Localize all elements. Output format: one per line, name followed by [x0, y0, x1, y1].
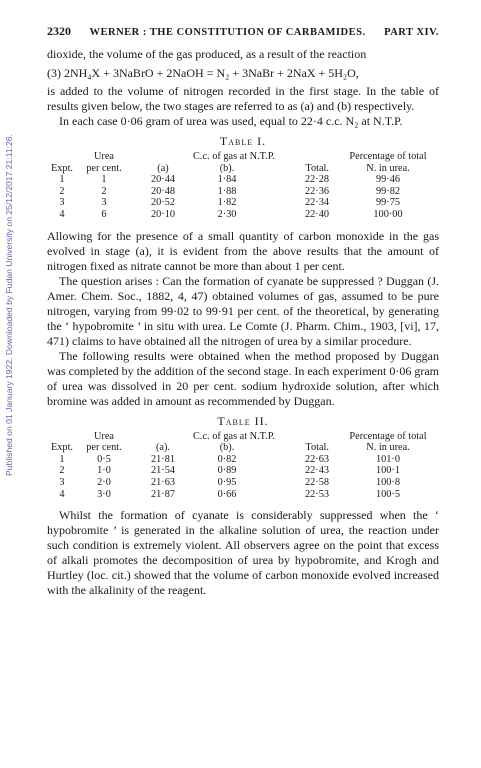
paragraph-method: The following results were obtained when the method proposed by Duggan was completed by the addition of the second stage. In each experiment 0·06 gram of urea was dissolved in 20 per cent. sodium hydroxide solution, after which bromine was added in amount as recommended by Duggan. [47, 348, 439, 408]
table-cell: 1·0 [97, 465, 111, 477]
table-header-cell: (b). [219, 162, 235, 174]
download-watermark-text: Published on 01 January 1922. Downloaded by Fudan University on 25/12/2017 21:11:26. [4, 134, 14, 476]
journal-page [47, 24, 439, 598]
table-header-cell: per cent. [86, 442, 122, 454]
table-cell: 2 [59, 465, 65, 477]
table-row [47, 477, 439, 489]
table-cell: 1·82 [217, 197, 237, 209]
paragraph-carbon-monoxide: Allowing for the presence of a small quantity of carbon monoxide in the gas evolved in stage (a), it is evident from the above results that the amount of nitrogen fixed as nitrate cannot be more than about 1 per cent. [47, 228, 439, 273]
page-number: 2320 [47, 24, 71, 38]
table-cell: 2·30 [217, 208, 237, 220]
table-2-title: Table II. [217, 413, 269, 428]
table-header-cell: C.c. of gas at N.T.P. [193, 151, 275, 162]
table-header-cell: Percentage of total [349, 151, 427, 162]
table-header-cell: (a) [157, 162, 169, 174]
table-cell: 20·10 [150, 208, 176, 220]
table-cell: 0·66 [217, 488, 237, 500]
table-cell: 1 [59, 453, 65, 465]
table-cell: 100·1 [375, 465, 401, 477]
table-cell: 22·28 [304, 174, 329, 186]
table-cell: 100·8 [375, 476, 401, 488]
part-label: PART XIV. [384, 27, 439, 38]
table-cell: 20·48 [150, 185, 176, 197]
table-cell: 21·63 [150, 476, 176, 488]
table-cell: 2 [59, 185, 65, 197]
table-header-row [47, 431, 439, 443]
table-cell: 99·82 [375, 185, 401, 197]
table-row [47, 209, 439, 221]
table-row [47, 174, 439, 186]
spacer [47, 500, 439, 508]
table-cell: 22·40 [304, 208, 329, 220]
table-cell: 6 [101, 208, 107, 220]
table-cell: 1·84 [217, 174, 237, 186]
paragraph-duggan: The question arises : Can the formation of cyanate be suppressed ? Duggan (J. Amer. Chem. Soc., 1882, 4, 47) obtained volumes of gas, assumed to be pure nitrogen, varying from 99·02 to 99·91 per cent. of the theoretical, by generating the ‘ hypobromite ’ in situ with urea. Le Comte (J. Pharm. Chim., 1903, [vi], 17, 471) claims to have obtained all the nitrogen of urea by a similar procedure. [47, 273, 439, 348]
table-header-cell: C.c. of gas at N.T.P. [193, 430, 275, 442]
table-header-cell: Expt. [50, 442, 74, 454]
table-cell: 3 [59, 197, 65, 209]
table-header-cell: (b). [219, 442, 235, 454]
table-cell: 21·81 [150, 453, 176, 465]
table-cell: 0·95 [217, 476, 237, 488]
table-header-cell: N. in urea. [366, 442, 410, 454]
table-cell: 22·36 [304, 185, 329, 197]
table-cell: 21·87 [150, 488, 176, 500]
table-2 [47, 431, 439, 501]
spacer [47, 221, 439, 229]
table-header-cell [47, 431, 77, 443]
table-header-cell: (a). [155, 442, 170, 454]
paragraph-urea-amount: In each case 0·06 gram of urea was used, equal to 22·4 c.c. N₂ at N.T.P. [59, 114, 403, 128]
table-header-cell: Percentage of total [349, 430, 427, 442]
table-cell: 21·54 [150, 465, 176, 477]
table-header-row [47, 163, 439, 175]
table-header-cell: per cent. [86, 162, 122, 174]
table-header-row [47, 442, 439, 454]
download-watermark [2, 95, 16, 515]
table-cell: 20·44 [150, 174, 176, 186]
table-header-cell: Urea [93, 151, 114, 162]
table-header-cell: Urea [93, 430, 114, 442]
table-cell: 2 [101, 185, 107, 197]
table-cell: 3·0 [97, 488, 111, 500]
running-head [47, 24, 439, 40]
table-header-row [47, 151, 439, 163]
table-cell: 1·88 [217, 185, 237, 197]
table-cell: 100·00 [373, 208, 403, 220]
table-1 [47, 151, 439, 221]
table-cell: 100·5 [375, 488, 401, 500]
table-cell: 22·43 [304, 465, 329, 477]
table-cell: 4 [59, 208, 65, 220]
running-title: WERNER : THE CONSTITUTION OF CARBAMIDES. [89, 27, 366, 38]
paragraph-intro: dioxide, the volume of the gas produced, as a result of the reaction [47, 47, 367, 61]
table-cell: 1 [59, 174, 65, 186]
table-header-cell [47, 151, 77, 163]
table-header-cell: Total. [305, 442, 329, 454]
table-header-cell: N. in urea. [366, 162, 410, 174]
paragraph-conclusion: Whilst the formation of cyanate is considerably suppressed when the ‘ hypobromite ’ is generated in the alkaline solution of urea, the reaction under such condition is extremely violent. All observers agree on the point that excess of alkali promotes the decomposition of urea by hypobromite, and Krogh and Hurtley (loc. cit.) showed that the volume of carbon monoxide evolved increased with the alkalinity of the reagent. [47, 508, 439, 598]
table-cell: 0·89 [217, 465, 237, 477]
table-cell: 0·5 [97, 453, 111, 465]
table-cell: 4 [59, 488, 65, 500]
table-header-cell: Expt. [50, 162, 74, 174]
table-cell: 101·0 [375, 453, 401, 465]
table-row [47, 454, 439, 466]
table-cell: 0·82 [217, 453, 237, 465]
paragraph-stages: is added to the volume of nitrogen recorded in the first stage. In the table of results given below, the two stages are referred to as (a) and (b) respectively. [47, 84, 439, 113]
reaction-equation: (3) 2NH₄X + 3NaBrO + 2NaOH = N₂ + 3NaBr + 2NaX + 5H₂O, [47, 66, 359, 80]
table-cell: 22·63 [304, 453, 329, 465]
table-cell: 20·52 [150, 197, 176, 209]
table-row [47, 197, 439, 209]
table-cell: 22·34 [304, 197, 329, 209]
table-cell: 99·75 [375, 197, 401, 209]
table-row [47, 186, 439, 198]
table-row [47, 465, 439, 477]
table-cell: 3 [59, 476, 65, 488]
table-row [47, 489, 439, 501]
table-1-title: Table I. [219, 134, 267, 148]
table-cell: 22·53 [304, 488, 329, 500]
table-cell: 2·0 [97, 476, 111, 488]
table-cell: 3 [101, 197, 107, 209]
table-cell: 99·46 [375, 174, 401, 186]
table-cell: 22·58 [304, 476, 329, 488]
table-cell: 1 [101, 174, 107, 186]
table-header-cell: Total. [305, 162, 329, 174]
